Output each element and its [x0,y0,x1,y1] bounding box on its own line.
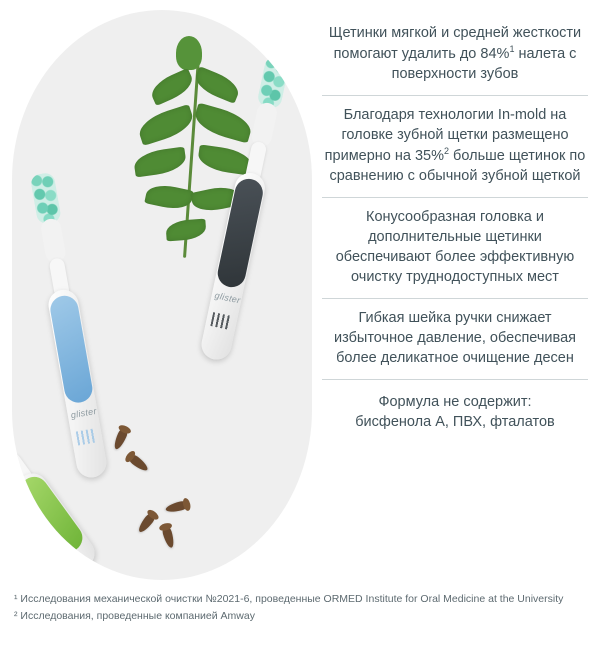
formula-title: Формула не содержит: [378,393,532,410]
clove-bud [161,525,176,549]
footnote-marker-1: 1 [509,44,515,54]
leaf [192,66,243,104]
brush-grip [215,176,265,289]
leaf [133,146,188,177]
benefit-text-main: Гибкая шейка ручки снижает избыточное давление, обеспечивая более деликатное очищение десен [334,309,576,366]
benefit-in-mold-technology [322,95,588,197]
benefits-column [322,14,588,443]
brand-label: glister [213,290,242,306]
brush-grip [15,471,88,557]
clove-bud [136,512,157,535]
product-photo-panel [12,10,312,580]
leaf [165,219,206,242]
benefit-bristles-plaque [322,14,588,95]
benefit-text-main: Щетинки мягкой и средней жесткости помогают удалить до 84% [328,25,582,62]
benefit-conical-head [322,197,588,298]
brush-head [40,217,67,264]
footnote-marker-2: 2 [444,145,450,156]
leaf [147,68,196,106]
bristles [30,172,62,225]
footnotes [14,592,586,626]
brush-head [250,101,279,148]
formula-free-from [322,379,588,443]
brand-label: glister [69,405,98,421]
benefit-text-main: Благодаря технологии In-mold на головке зубной щетки размещено примерно на 35% [324,106,569,164]
leaf [135,104,196,146]
formula-items: бисфенола А, ПВХ, фталатов [355,413,555,430]
photo-background-blob [12,10,312,580]
footnote-2: ² Исследования, проведенные компанией Amway [14,609,255,622]
bristles [256,56,290,110]
benefit-text-main: Конусообразная головка и дополнительные щетинки обеспечивают более эффективную очистку труднодоступных мест [335,208,575,285]
benefit-text-tail: больше щетинок по сравнению с обычной зубной щеткой [329,147,586,184]
top-bud [176,36,202,70]
clove-bud [165,500,189,514]
benefit-text-tail: налета с поверхности зубов [391,45,577,82]
footnote-1: ¹ Исследования механической очистки №2021-6, проведенные ORMED Institute for Oral Medicine at the University [14,593,564,605]
benefit-flexible-neck [322,298,588,379]
